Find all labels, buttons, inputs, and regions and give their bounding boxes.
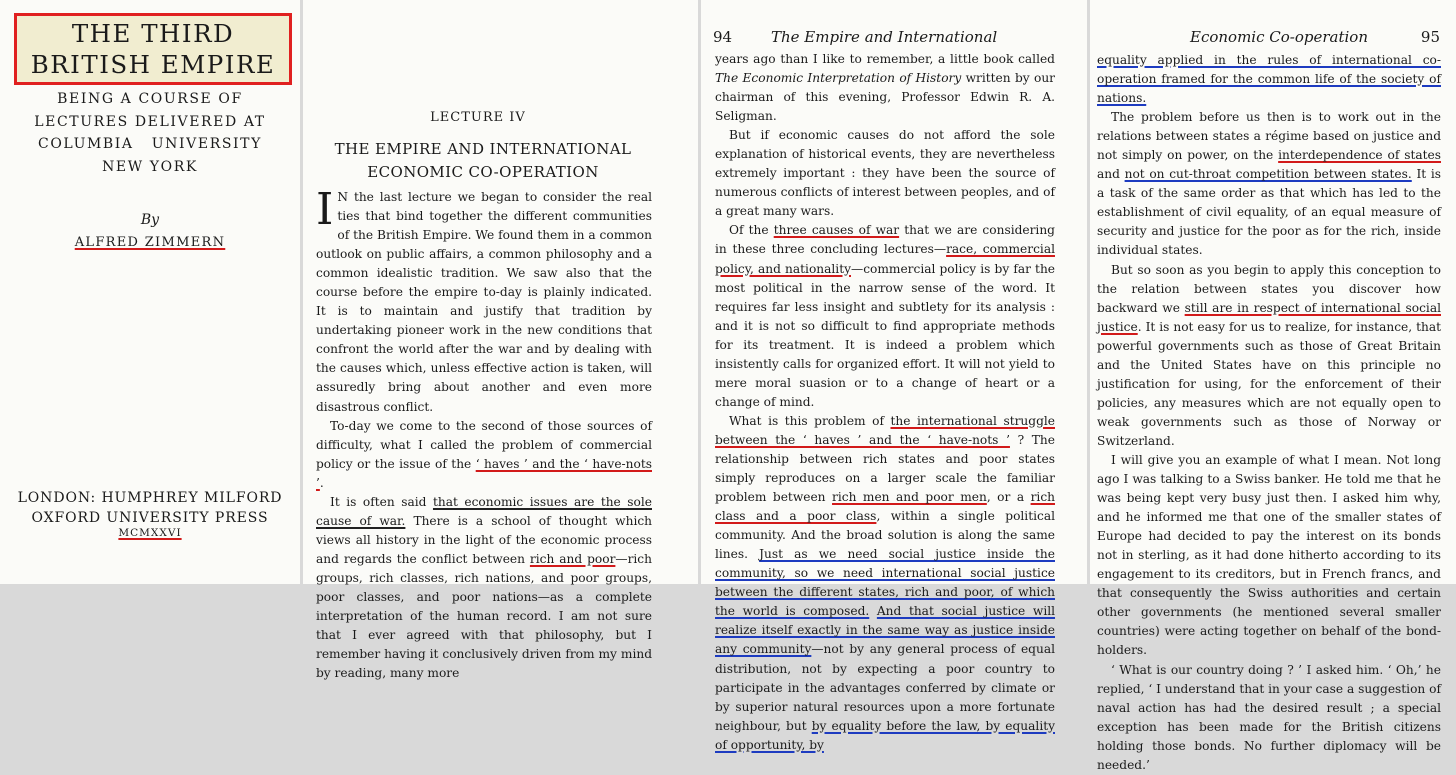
publisher xyxy=(0,488,300,528)
page-94 xyxy=(701,0,1087,752)
lecture-number: LECTURE IV xyxy=(430,110,526,125)
title-page xyxy=(0,0,300,584)
lecture-body xyxy=(316,184,653,683)
text-run: What is this problem of xyxy=(729,413,891,428)
text-run: I will give you an example of what I mean. Not long ago I was talking to a Swiss banker. He told me that he was being kept very busy just then. I asked him why, and he informed me that one of the smaller states of Europe had decided to pay the interest on its bonds not in sterling, as it had done hitherto according to its engagement to its creditors, but in French francs, and that consequently the Swiss authorities and certain other governments (he mentioned several smaller countries) were acting together on behalf of the bond-holders. xyxy=(1097,452,1441,658)
subtitle-line: NEW YORK xyxy=(102,158,198,175)
running-head-title: The Empire and International xyxy=(771,28,998,46)
text-run: But if economic causes do not afford the sole explanation of historical events, they are nevertheless extremely important : they have been the source of numerous conflicts of interest between peoples, and of a great many wars. xyxy=(715,128,1055,219)
publisher-line: LONDON: HUMPHREY MILFORD xyxy=(17,490,283,506)
text-run: ? The relationship between rich states and poor states simply reproduces on a larger scale the familiar problem between xyxy=(715,432,1055,505)
subtitle-line: BEING A COURSE OF xyxy=(57,91,243,107)
blue-underline: And that social justice will realize itself exactly in the same way as justice inside any community xyxy=(715,604,1056,657)
red-underline: three causes of war xyxy=(773,223,900,238)
red-underline: still are in respect of international social justice xyxy=(1097,300,1441,334)
book-title xyxy=(14,13,292,85)
page-body xyxy=(1097,51,1441,775)
paragraph xyxy=(1097,108,1441,260)
blue-underline: equality applied in the rules of international co-operation framed for the common life of the society of nations. xyxy=(1097,53,1441,106)
text-run: There is a school of thought which views all history in the light of the economic process and regards the conflict between xyxy=(316,513,653,566)
blue-underline: by equality before the law, by equality of opportunity, by xyxy=(715,718,1055,752)
text-run: —commercial policy is by far the most political in the narrow sense of the word. It requires far less insight and subtlety for its analysis : and it is not so difficult to find appropriate methods for its treatment. It is indeed a problem which insistently calls for organized effort. It will not yield to mere moral suasion or to a change of heart or a change of mind. xyxy=(715,261,1056,409)
text-run: . xyxy=(319,475,324,490)
page-number: 95 xyxy=(1420,28,1440,46)
text-run: —not by any general process of equal distribution, not by expecting a poor country to participate in the advantages conferred by climate or by superior natural resources upon a more fortunate neighbour, but xyxy=(715,642,1055,733)
paragraph xyxy=(715,50,1055,126)
paragraph xyxy=(1097,51,1441,108)
subtitle xyxy=(0,88,300,178)
text-run: —rich groups, rich classes, rich nations, and poor groups, poor classes, and poor nations—as a complete interpretation of the human record. I am not sure that I ever agreed with that philosophy, but I remember having it conclusively driven from my mind by reading, many more xyxy=(316,551,652,681)
text-run: that we are considering in these three concluding lectures— xyxy=(715,223,1055,257)
text-run: Of the xyxy=(729,223,774,238)
red-underline: race, commercial policy, and nationality xyxy=(715,242,1055,276)
running-head-title: Economic Co-operation xyxy=(1190,28,1368,46)
red-underline: ‘ haves ’ and the ‘ have-nots ’ xyxy=(316,456,652,490)
text-run: N the last lecture we began to consider the real ties that bind together the different communities of the British Empire. We found them in a common outlook on public affairs, a common philosophy and a common idealistic tradition. We saw also that the course before the empire to-day is plainly indicated. It is to maintain and justify that tradition by undertaking pioneer work in the new conditions that confront the world after the war and by dealing with the causes which, unless effective action is taken, will assuredly bring about another and even more disastrous conflict. xyxy=(316,190,652,414)
paragraph xyxy=(1097,261,1441,451)
publisher-line: OXFORD UNIVERSITY PRESS xyxy=(31,510,269,526)
text-run: It is a task of the same order as that which has led to the establishment of civil equality, of an equal measure of security and justice for the poor as for the rich, inside individual states. xyxy=(1097,167,1441,258)
title-line: THE THIRD xyxy=(71,19,235,48)
subtitle-line: COLUMBIA UNIVERSITY xyxy=(38,136,262,152)
text-run xyxy=(869,604,877,618)
text-run: and xyxy=(1097,167,1125,182)
red-underline: the international struggle between the ‘ haves ’ and the ‘ have-nots ’ xyxy=(715,413,1055,447)
drop-cap: I xyxy=(316,184,334,235)
book-title-italic: The Economic Interpretation of History xyxy=(715,71,962,86)
text-run: , within a single political community. And the broad solution is along the same lines. xyxy=(715,509,1055,562)
page-95 xyxy=(1090,0,1456,772)
text-run: It is often said xyxy=(330,494,433,509)
paragraph xyxy=(715,221,1055,411)
text-run: years ago than I like to remember, a little book called xyxy=(715,52,1055,66)
text-run: But so soon as you begin to apply this conception to the relation between states you discover how backward we xyxy=(1097,262,1441,315)
paragraph xyxy=(1097,661,1441,775)
page-number: 94 xyxy=(713,28,733,46)
paragraph xyxy=(1097,451,1441,661)
text-run: . It is not easy for us to realize, for instance, that powerful governments such as those of Great Britain and the United States have on this principle no justification for using, for the enforcement of their policies, any measures which are not equally open to weak governments such as those of Norway or Switzerland. xyxy=(1097,319,1441,448)
text-run: To-day we come to the second of those sources of difficulty, what I called the problem of commercial policy or the issue of the xyxy=(316,418,652,471)
lecture-page xyxy=(303,0,698,681)
paragraph xyxy=(316,417,652,493)
date-text: MCMXXVI xyxy=(118,527,182,539)
red-underline: interdependence of states xyxy=(1278,148,1441,163)
paragraph xyxy=(715,126,1055,221)
text-run: written by our chairman of this evening, Professor Edwin R. A. Seligman. xyxy=(715,71,1055,124)
lecture-title xyxy=(303,138,663,184)
pencil-underline: that economic issues are the sole cause of war. xyxy=(316,494,652,528)
red-underline: rich class and a poor class xyxy=(715,490,1055,524)
paragraph xyxy=(316,493,652,683)
blue-underline: not on cut-throat competition between states. xyxy=(1124,167,1412,182)
subtitle-line: LECTURES DELIVERED AT xyxy=(34,113,266,130)
title-line: BRITISH EMPIRE xyxy=(30,50,276,79)
author-text: ALFRED ZIMMERN xyxy=(74,235,226,250)
paragraph xyxy=(715,412,1055,755)
red-underline: rich men and poor men xyxy=(832,490,987,505)
lecture-title-line: THE EMPIRE AND INTERNATIONAL xyxy=(334,140,632,158)
text-run: , or a xyxy=(986,490,1031,505)
text-run: The problem before us then is to work out in the relations between states a régime based on justice and not simply on power, on the xyxy=(1097,110,1441,163)
lecture-title-line: ECONOMIC CO-OPERATION xyxy=(367,163,599,181)
page-body xyxy=(715,50,1055,755)
author-name xyxy=(0,235,300,250)
paragraph xyxy=(316,184,652,417)
red-underline: rich and poor xyxy=(529,551,616,566)
blue-underline: Just as we need social justice inside the community, so we need international social justice between the different states, rich and poor, of which the world is composed. xyxy=(715,547,1055,619)
publication-date xyxy=(0,527,300,539)
text-run: ‘ What is our country doing ? ’ I asked him. ‘ Oh,’ he replied, ‘ I understand that in your case a suggestion of naval action has had the desired result ; a special exception has been made for the British citizens holding those bonds. No further diplomacy will be needed.’ xyxy=(1097,662,1441,772)
by-label: By xyxy=(140,212,160,228)
